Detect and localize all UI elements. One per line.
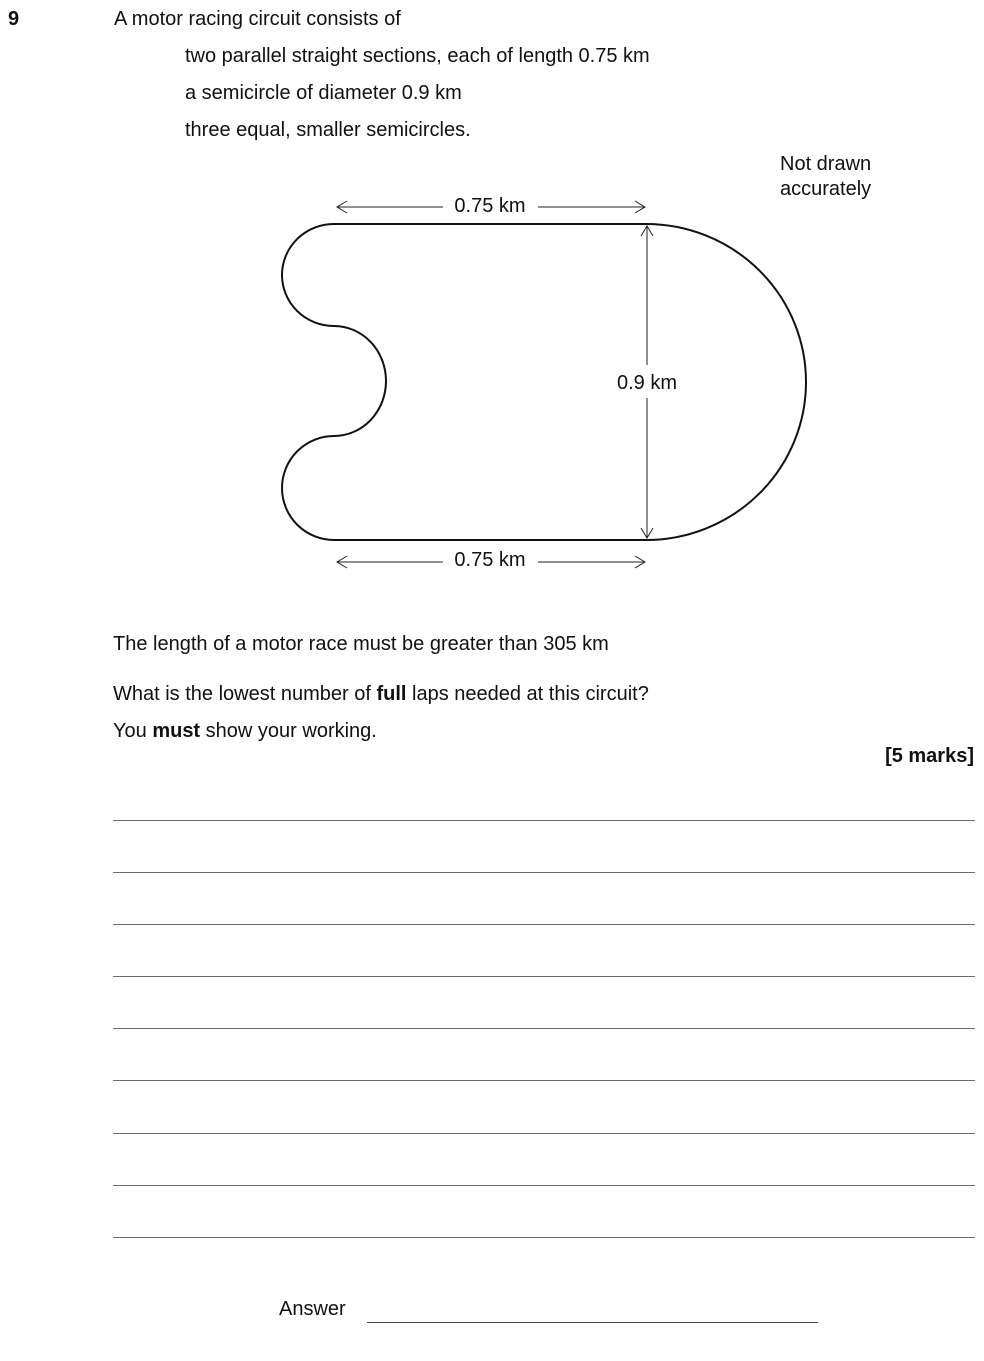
answer-label: Answer: [279, 1298, 346, 1320]
working-line[interactable]: [113, 1185, 975, 1186]
working-line[interactable]: [113, 976, 975, 977]
question-intro: A motor racing circuit consists of: [114, 8, 401, 30]
bottom-length-label: 0.75 km: [454, 549, 526, 571]
prompt-bold-word: full: [376, 683, 407, 705]
prompt-text-end: laps needed at this circuit?: [406, 683, 649, 705]
working-line[interactable]: [113, 1080, 975, 1081]
race-length-statement: The length of a motor race must be greater than 305 km: [113, 633, 609, 655]
circuit-item-straights: two parallel straight sections, each of length 0.75 km: [185, 45, 650, 67]
circuit-item-semicircle: a semicircle of diameter 0.9 km: [185, 82, 462, 104]
prompt-text-start: What is the lowest number of: [113, 683, 377, 705]
working-line[interactable]: [113, 820, 975, 821]
working-line[interactable]: [113, 1237, 975, 1238]
working-instruction: [113, 720, 377, 743]
answer-line[interactable]: [367, 1322, 818, 1323]
working-line[interactable]: [113, 924, 975, 925]
circuit-item-small-semicircles: three equal, smaller semicircles.: [185, 119, 471, 141]
working-line[interactable]: [113, 1133, 975, 1134]
circuit-diagram: [0, 0, 984, 620]
instruction-text-start: You: [113, 720, 153, 742]
working-line[interactable]: [113, 872, 975, 873]
instruction-bold-word: must: [152, 720, 201, 742]
marks-label: [5 marks]: [885, 745, 974, 767]
note-line-1: Not drawn: [780, 153, 872, 175]
diameter-label: 0.9 km: [616, 372, 678, 394]
instruction-text-end: show your working.: [200, 720, 377, 742]
working-line[interactable]: [113, 1028, 975, 1029]
question-prompt: [113, 683, 649, 706]
question-number: 9: [8, 8, 20, 30]
note-line-2: accurately: [780, 178, 872, 200]
top-length-label: 0.75 km: [454, 195, 526, 217]
circuit-track-outline: [282, 224, 806, 540]
